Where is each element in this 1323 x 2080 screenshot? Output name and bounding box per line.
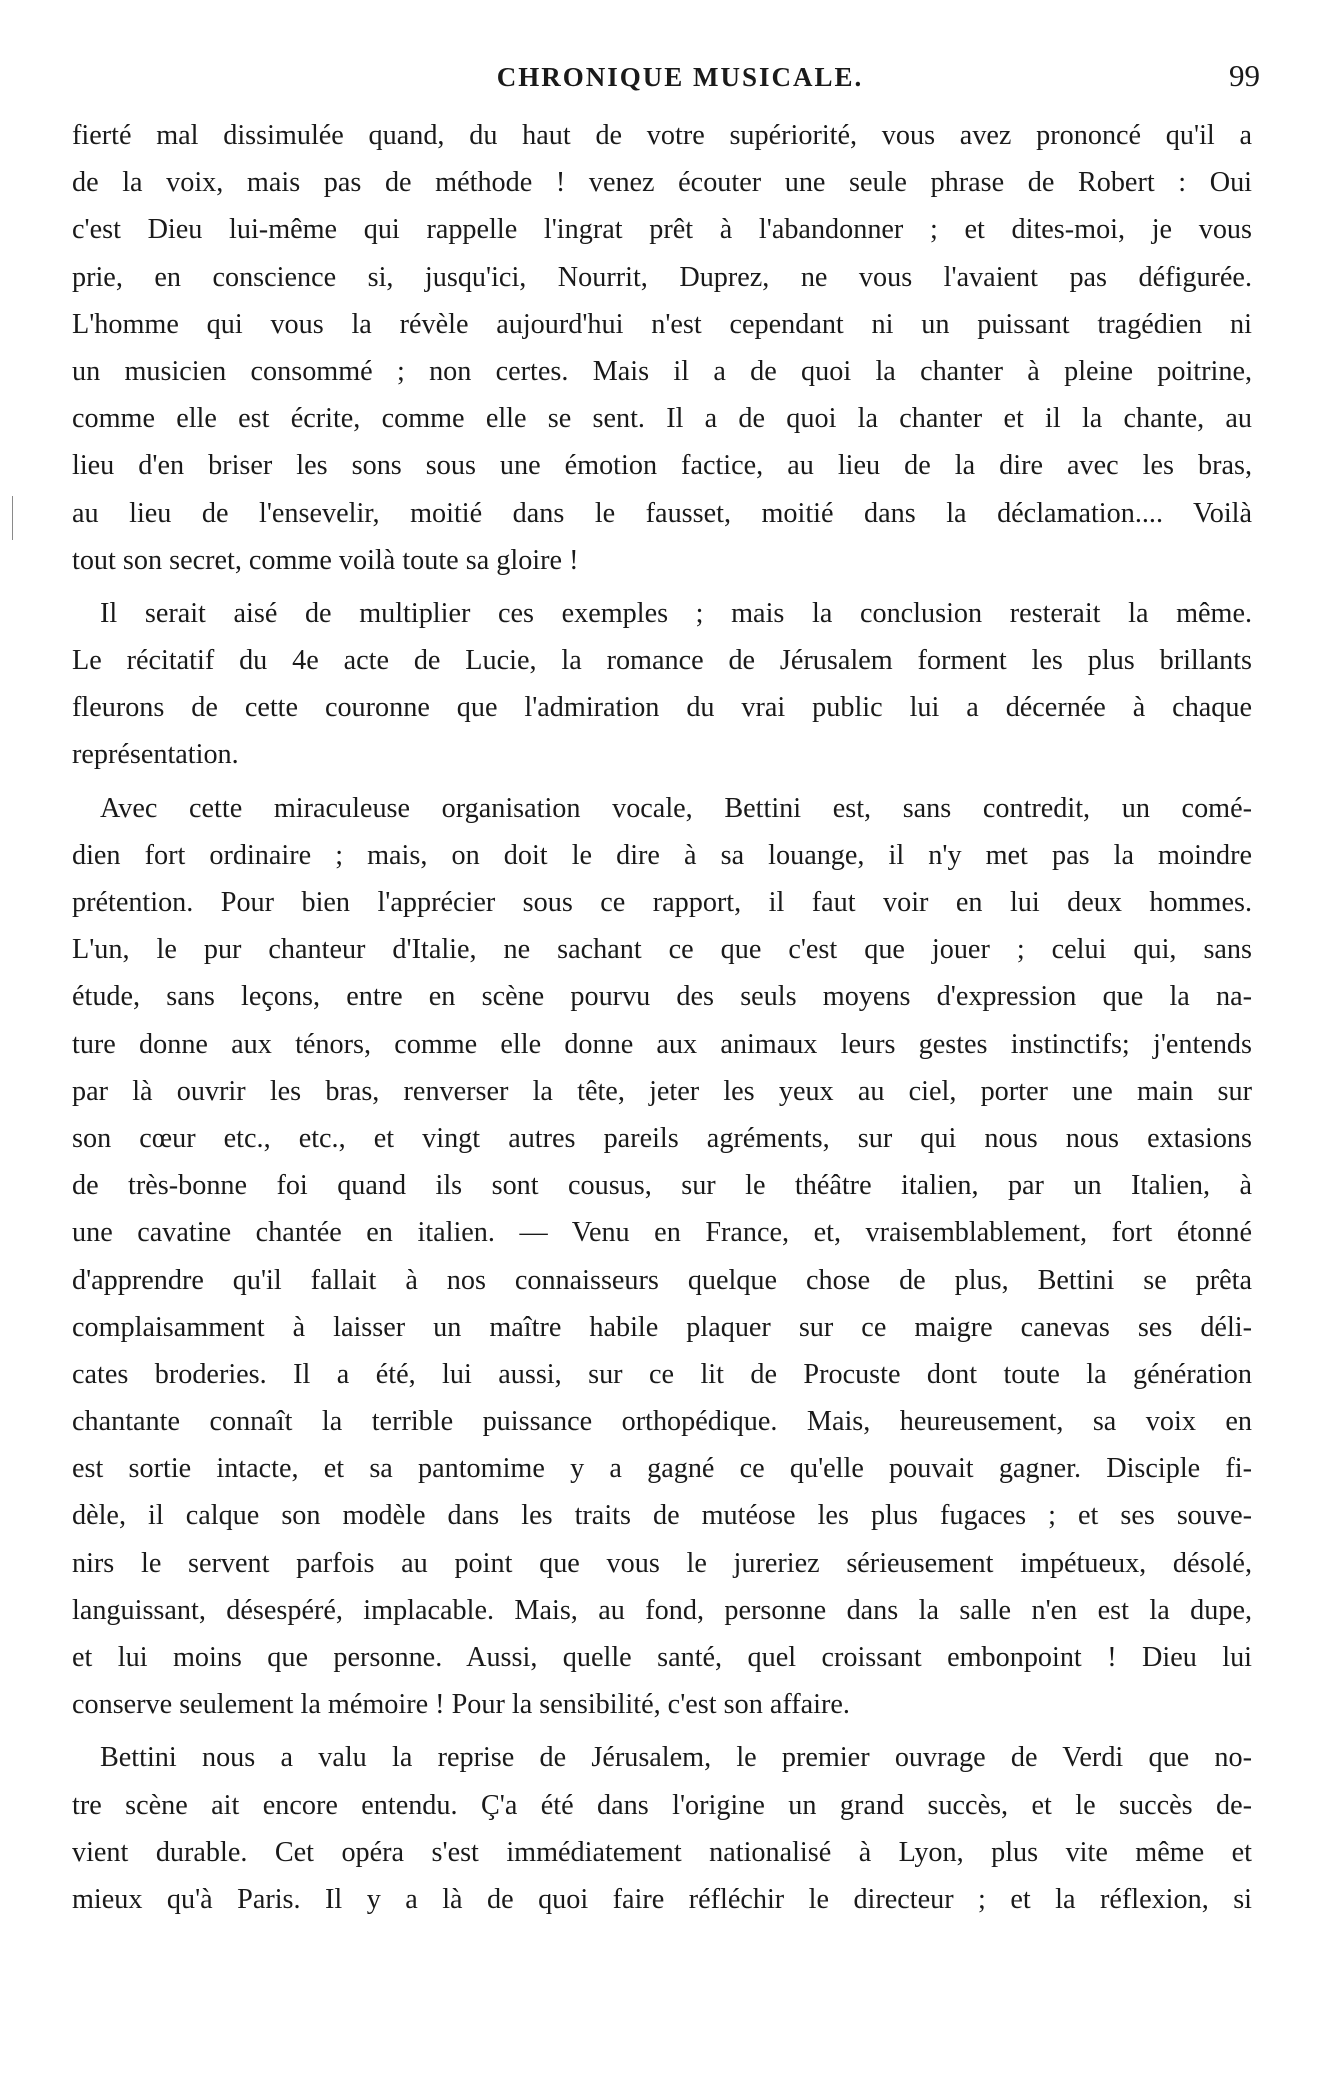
text-line: Le récitatif du 4e acte de Lucie, la romance de Jérusalem forment les plus brillants [72,645,1252,677]
text-line: c'est Dieu lui-même qui rappelle l'ingrat prêt à l'abandonner ; et dites-moi, je vous [72,214,1252,246]
text-line: de la voix, mais pas de méthode ! venez écouter une seule phrase de Robert : Oui [72,167,1252,199]
text-line: vient durable. Cet opéra s'est immédiatement nationalisé à Lyon, plus vite même et [72,1836,1252,1868]
text-line: L'homme qui vous la révèle aujourd'hui n'est cependant ni un puissant tragédien ni [72,308,1252,340]
text-line: un musicien consommé ; non certes. Mais il a de quoi la chanter à pleine poitrine, [72,355,1252,387]
paragraph-4 [72,1734,1252,1923]
text-line: comme elle est écrite, comme elle se sent. Il a de quoi la chanter et il la chante, au [72,403,1252,435]
text-line: mieux qu'à Paris. Il y a là de quoi faire réfléchir le directeur ; et la réflexion, si [72,1883,1252,1915]
body-text [72,112,1252,1923]
margin-mark [12,496,17,540]
text-line: nirs le servent parfois au point que vous le jureriez sérieusement impétueux, désolé, [72,1547,1252,1579]
text-line: par là ouvrir les bras, renverser la tête, jeter les yeux au ciel, porter une main sur [72,1075,1252,1107]
text-line: une cavatine chantée en italien. — Venu en France, et, vraisemblablement, fort étonné [72,1217,1252,1249]
text-line: cates broderies. Il a été, lui aussi, sur ce lit de Procuste dont toute la génération [72,1358,1252,1390]
text-line: tout son secret, comme voilà toute sa gloire ! [72,544,579,576]
text-line: fierté mal dissimulée quand, du haut de votre supériorité, vous avez prononcé qu'il a [72,120,1252,151]
text-line: L'un, le pur chanteur d'Italie, ne sachant ce que c'est que jouer ; celui qui, sans [72,934,1252,966]
text-line: Il serait aisé de multiplier ces exemples ; mais la conclusion resterait la même. [100,597,1252,629]
page-number: 99 [1229,58,1260,93]
text-line: chantante connaît la terrible puissance orthopédique. Mais, heureusement, sa voix en [72,1406,1252,1438]
text-line: prétention. Pour bien l'apprécier sous ce rapport, il faut voir en lui deux hommes. [72,887,1252,918]
text-line: dien fort ordinaire ; mais, on doit le dire à sa louange, il n'y met pas la moindre [72,839,1252,871]
text-line: Avec cette miraculeuse organisation vocale, Bettini est, sans contredit, un comé- [100,792,1252,824]
text-line: languissant, désespéré, implacable. Mais, au fond, personne dans la salle n'en est la dupe, [72,1594,1252,1626]
text-line: son cœur etc., etc., et vingt autres pareils agréments, sur qui nous nous extasions [72,1122,1252,1154]
running-header [100,58,1260,102]
text-line: étude, sans leçons, entre en scène pourvu des seuls moyens d'expression que la na- [72,981,1252,1013]
text-line: conserve seulement la mémoire ! Pour la sensibilité, c'est son affaire. [72,1689,850,1721]
text-line: d'apprendre qu'il fallait à nos connaisseurs quelque chose de plus, Bettini se prêta [72,1264,1252,1296]
paragraph-1 [72,112,1252,584]
text-line: lieu d'en briser les sons sous une émotion factice, au lieu de la dire avec les bras, [72,450,1252,482]
text-line: ture donne aux ténors, comme elle donne aux animaux leurs gestes instinctifs; j'entends [72,1028,1252,1060]
text-line: Bettini nous a valu la reprise de Jérusalem, le premier ouvrage de Verdi que no- [100,1742,1252,1774]
text-line: et lui moins que personne. Aussi, quelle santé, quel croissant embonpoint ! Dieu lui [72,1642,1252,1673]
text-line: complaisamment à laisser un maître habile plaquer sur ce maigre canevas ses déli- [72,1311,1252,1343]
text-line: de très-bonne foi quand ils sont cousus, sur le théâtre italien, par un Italien, à [72,1170,1252,1202]
text-line: tre scène ait encore entendu. Ç'a été dans l'origine un grand succès, et le succès de- [72,1789,1252,1821]
paragraph-3 [72,785,1252,1729]
text-line: prie, en conscience si, jusqu'ici, Nourrit, Duprez, ne vous l'avaient pas défigurée. [72,261,1252,293]
text-line: fleurons de cette couronne que l'admiration du vrai public lui a décernée à chaque [72,692,1252,724]
text-line: au lieu de l'ensevelir, moitié dans le fausset, moitié dans la déclamation.... Voilà [72,497,1252,529]
text-line: est sortie intacte, et sa pantomime y a gagné ce qu'elle pouvait gagner. Disciple fi- [72,1453,1252,1485]
text-line: représentation. [72,739,239,771]
text-line: dèle, il calque son modèle dans les traits de mutéose les plus fugaces ; et ses souve- [72,1500,1252,1532]
paragraph-2 [72,590,1252,779]
running-title: CHRONIQUE MUSICALE. [496,62,864,92]
